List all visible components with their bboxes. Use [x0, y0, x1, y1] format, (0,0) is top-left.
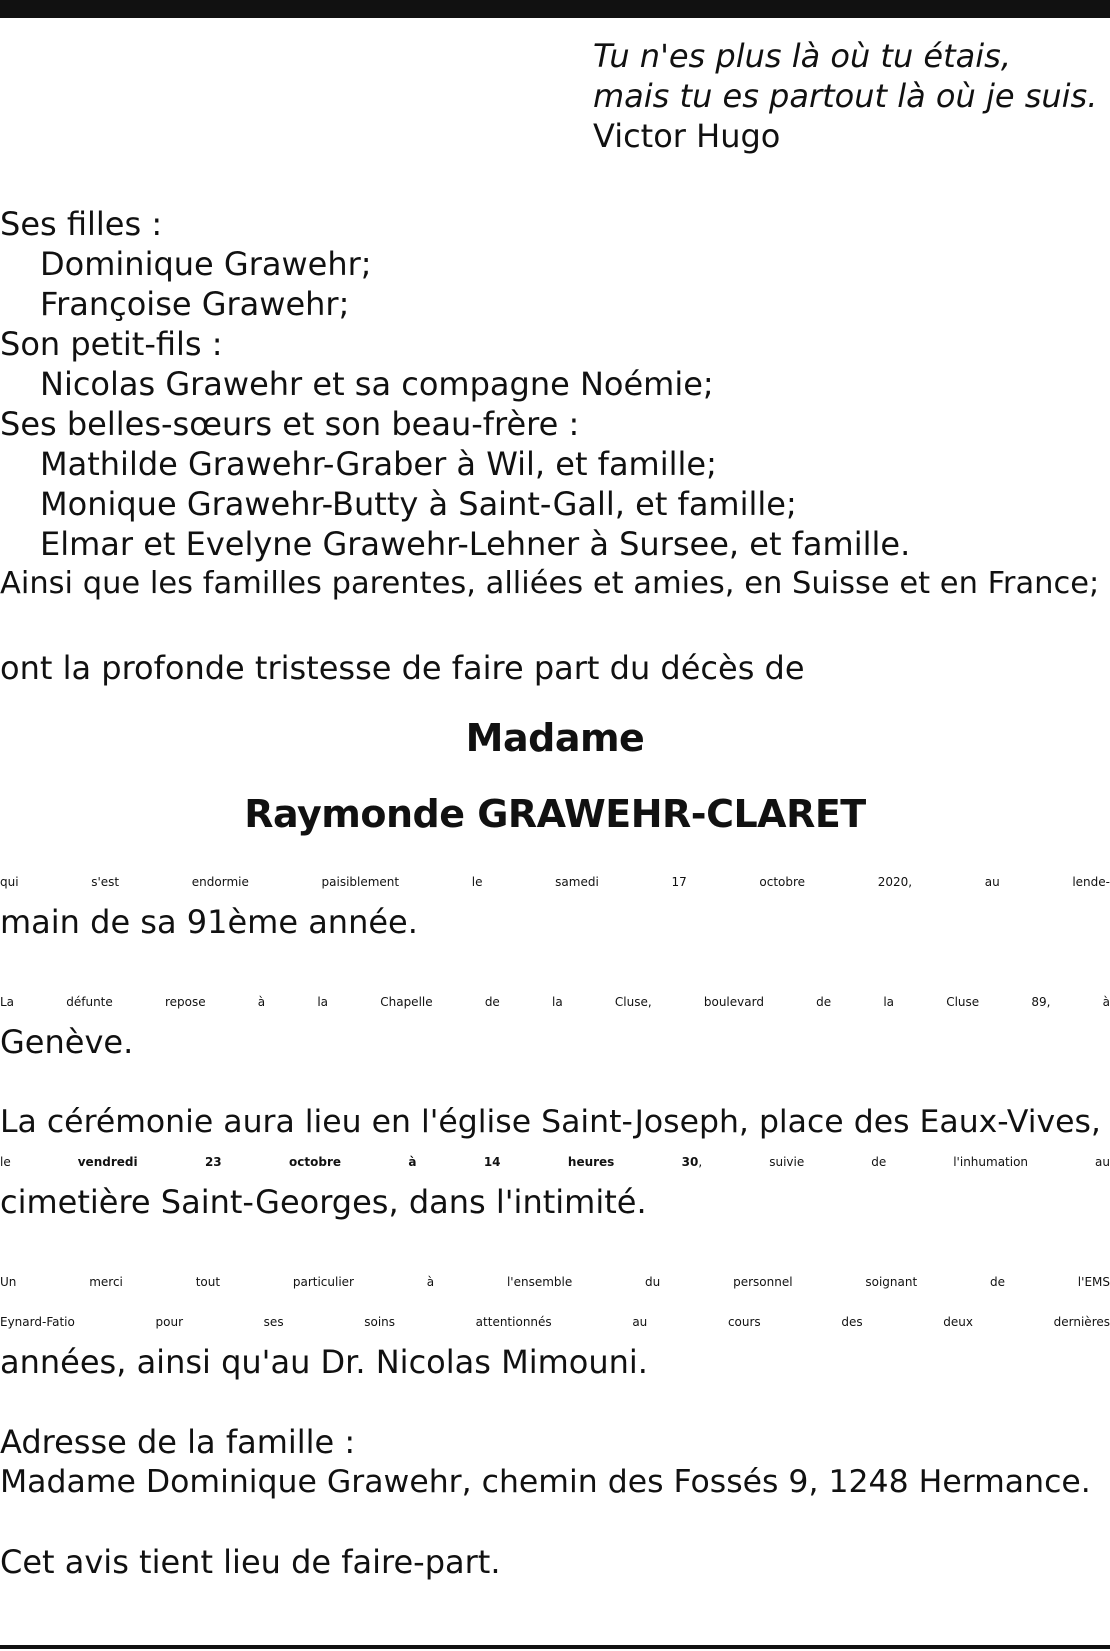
quote-line-1: Tu n'es plus là où tu étais, — [593, 37, 1011, 75]
deceased-name: Raymonde GRAWEHR-CLARET — [244, 792, 866, 836]
quote-author: Victor Hugo — [593, 117, 781, 155]
thanks-line-3: années, ainsi qu'au Dr. Nicolas Mimouni. — [0, 1343, 648, 1381]
ceremony-prefix: le — [0, 1155, 11, 1169]
other-families: Ainsi que les familles parentes, alliées et amies, en Suisse et en France; — [0, 566, 1100, 601]
inlaw-name: Monique Grawehr-Butty à Saint-Gall, et famille; — [40, 485, 797, 523]
grandson-name: Nicolas Grawehr et sa compagne Noémie; — [40, 365, 714, 403]
inlaw-name: Elmar et Evelyne Grawehr-Lehner à Sursee, et famille. — [40, 525, 911, 563]
inlaws-label: Ses belles-sœurs et son beau-frère : — [0, 405, 580, 443]
ceremony-line-1: La cérémonie aura lieu en l'église Saint-Joseph, place des Eaux-Vives, — [0, 1104, 1101, 1140]
ceremony-line-3: cimetière Saint-Georges, dans l'intimité. — [0, 1183, 647, 1221]
daughter-name: Dominique Grawehr; — [40, 245, 372, 283]
ceremony-suffix: , suivie de l'inhumation au — [698, 1155, 1110, 1169]
ceremony-datetime: vendredi 23 octobre à 14 heures 30 — [77, 1155, 699, 1169]
quote-line-2: mais tu es partout là où je suis. — [593, 77, 1098, 115]
daughters-label: Ses filles : — [0, 205, 163, 243]
ceremony-line-2 — [0, 1142, 1110, 1182]
thanks-line-1: Un merci tout particulier à l'ensemble du personnel soignant de l'EMS — [0, 1275, 1110, 1289]
thanks-line-2: Eynard-Fatio pour ses soins attentionnés au cours des deux dernières — [0, 1315, 1110, 1329]
grandson-label: Son petit-fils : — [0, 325, 223, 363]
death-line-2: main de sa 91ème année. — [0, 903, 418, 941]
announcement-text: ont la profonde tristesse de faire part du décès de — [0, 649, 805, 687]
repose-line-1: La défunte repose à la Chapelle de la Cluse, boulevard de la Cluse 89, à — [0, 995, 1110, 1009]
bottom-border-rule — [0, 1645, 1110, 1649]
address-value: Madame Dominique Grawehr, chemin des Fossés 9, 1248 Hermance. — [0, 1464, 1091, 1500]
deceased-title: Madame — [465, 716, 645, 760]
death-line-1: qui s'est endormie paisiblement le samedi 17 octobre 2020, au lende- — [0, 875, 1110, 889]
repose-line-2: Genève. — [0, 1023, 134, 1061]
top-border-rule — [0, 0, 1110, 18]
inlaw-name: Mathilde Grawehr-Graber à Wil, et famille; — [40, 445, 717, 483]
daughter-name: Françoise Grawehr; — [40, 285, 350, 323]
address-label: Adresse de la famille : — [0, 1423, 356, 1461]
closing-text: Cet avis tient lieu de faire-part. — [0, 1543, 501, 1581]
